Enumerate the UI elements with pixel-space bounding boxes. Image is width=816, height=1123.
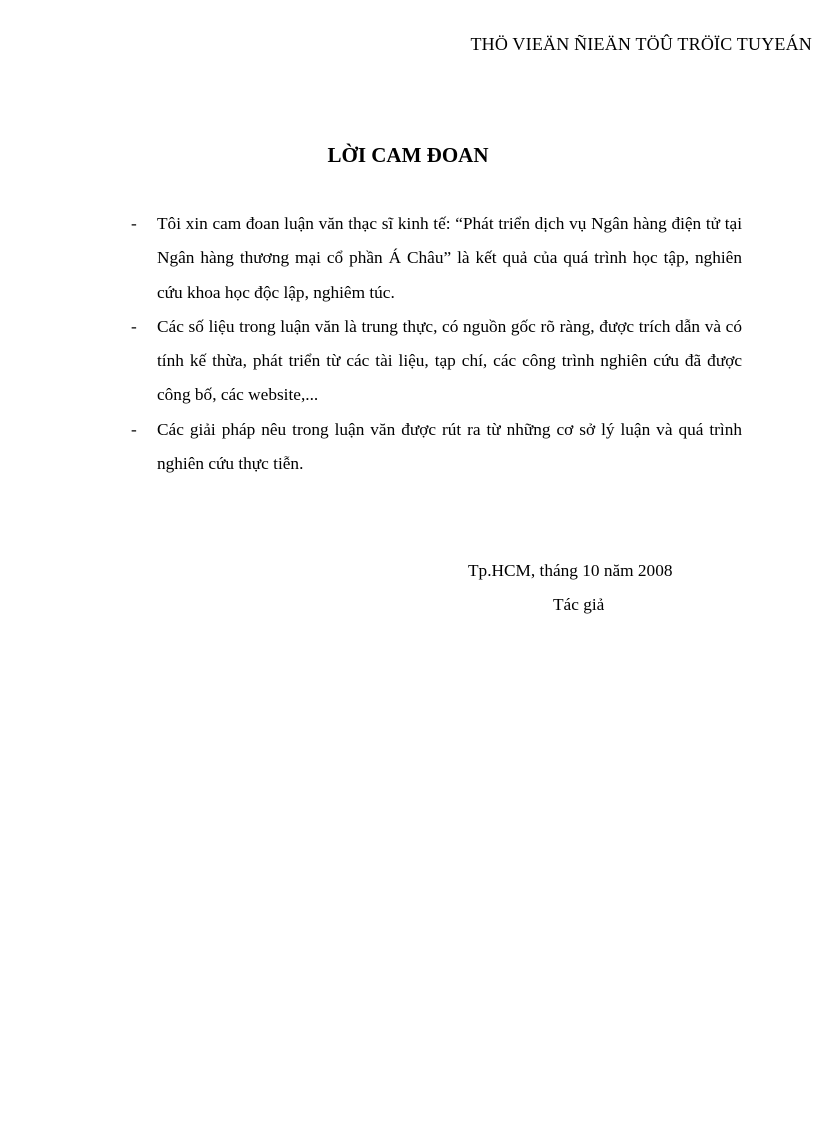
list-item-text: Các giải pháp nêu trong luận văn được rút ra từ những cơ sở lý luận và quá trình nghiên cứu thực tiễn. (157, 419, 742, 474)
bullet-dash: - (131, 214, 137, 233)
list-item (131, 207, 742, 310)
list-item (131, 310, 742, 413)
page-title: LỜI CAM ĐOAN (327, 143, 489, 167)
bullet-dash: - (131, 316, 137, 336)
bullet-dash: - (131, 419, 137, 439)
list-item-text: Tôi xin cam đoan luận văn thạc sĩ kinh tế: “Phát triển dịch vụ Ngân hàng điện tử tại Ngân hàng thương mại cổ phần Á Châu” là kết quả của quá trình học tập, nghiên cứu khoa học độc lập, nghiêm túc. (157, 214, 742, 302)
list-item (131, 413, 742, 482)
signature-block (468, 554, 672, 622)
declaration-list (131, 207, 742, 481)
signature-place-date: Tp.HCM, tháng 10 năm 2008 (468, 561, 673, 580)
signature-author: Tác giả (553, 595, 605, 614)
list-item-text: Các số liệu trong luận văn là trung thực, có nguồn gốc rõ ràng, được trích dẫn và có tính kế thừa, phát triển từ các tài liệu, tạp chí, các công trình nghiên cứu đã được công bố, các website,... (157, 316, 742, 405)
header-watermark: THÖ VIEÄN ÑIEÄN TÖÛ TRÖÏC TUYEÁN (470, 34, 812, 54)
